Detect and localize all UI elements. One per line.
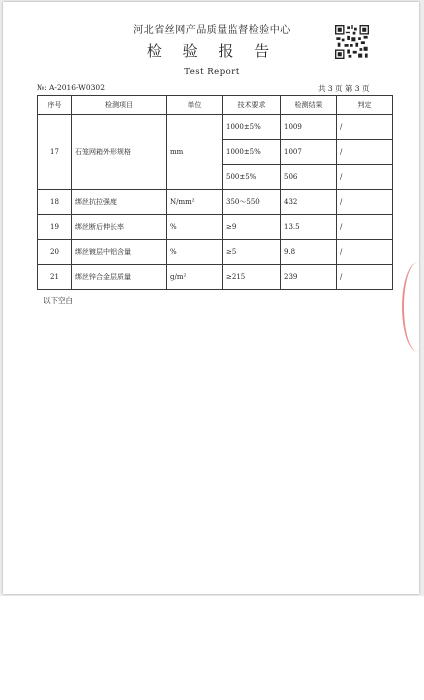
row-requirement: 1000±5% (223, 140, 281, 165)
qr-code-icon (335, 25, 369, 59)
report-number: №: A-2016-W0302 (37, 83, 105, 92)
header-requirement: 技术要求 (223, 96, 281, 115)
report-subtitle: Test Report (184, 67, 240, 77)
report-title: 检 验 报 告 (146, 42, 278, 60)
row-item: 绑丝锌合金层质量 (72, 265, 167, 290)
page-count: 共 3 页 第 3 页 (318, 84, 370, 93)
row-item: 绑丝抗拉强度 (72, 190, 167, 215)
table-row (38, 115, 393, 140)
row-result: 239 (281, 265, 337, 290)
header-verdict: 判定 (337, 96, 393, 115)
row-requirement: 1000±5% (223, 115, 281, 140)
row-unit: g/m² (167, 265, 223, 290)
row-result: 9.8 (281, 240, 337, 265)
table-row (38, 240, 393, 265)
blank-area (0, 596, 424, 700)
row-unit: N/mm² (167, 190, 223, 215)
header-result: 检测结果 (281, 96, 337, 115)
row-unit: % (167, 215, 223, 240)
row-seq: 18 (38, 190, 72, 215)
row-requirement: ≥215 (223, 265, 281, 290)
table-row (38, 265, 393, 290)
row-seq: 20 (38, 240, 72, 265)
organization-name: 河北省丝网产品质量监督检验中心 (133, 25, 291, 36)
table-row (38, 190, 393, 215)
row-unit: mm (167, 115, 223, 190)
row-item: 绑丝断后伸长率 (72, 215, 167, 240)
blank-below-note: 以下空白 (43, 296, 73, 305)
row-result: 13.5 (281, 215, 337, 240)
row-seq: 17 (38, 115, 72, 190)
row-requirement: ≥5 (223, 240, 281, 265)
row-requirement: ≥9 (223, 215, 281, 240)
header-item: 检测项目 (72, 96, 167, 115)
row-verdict: / (337, 115, 393, 140)
row-result: 1009 (281, 115, 337, 140)
row-verdict: / (337, 215, 393, 240)
results-table (37, 95, 393, 290)
row-result: 1007 (281, 140, 337, 165)
table-row (38, 215, 393, 240)
row-unit: % (167, 240, 223, 265)
row-item: 绑丝镀层中铝含量 (72, 240, 167, 265)
row-verdict: / (337, 240, 393, 265)
row-verdict: / (337, 265, 393, 290)
row-verdict: / (337, 190, 393, 215)
row-item: 石笼网箱外形规格 (72, 115, 167, 190)
header-seq: 序号 (38, 96, 72, 115)
row-verdict: / (337, 165, 393, 190)
table-header-row (38, 96, 393, 115)
row-requirement: 350～550 (223, 190, 281, 215)
row-seq: 19 (38, 215, 72, 240)
row-result: 506 (281, 165, 337, 190)
row-requirement: 500±5% (223, 165, 281, 190)
row-verdict: / (337, 140, 393, 165)
row-seq: 21 (38, 265, 72, 290)
header-unit: 单位 (167, 96, 223, 115)
row-result: 432 (281, 190, 337, 215)
